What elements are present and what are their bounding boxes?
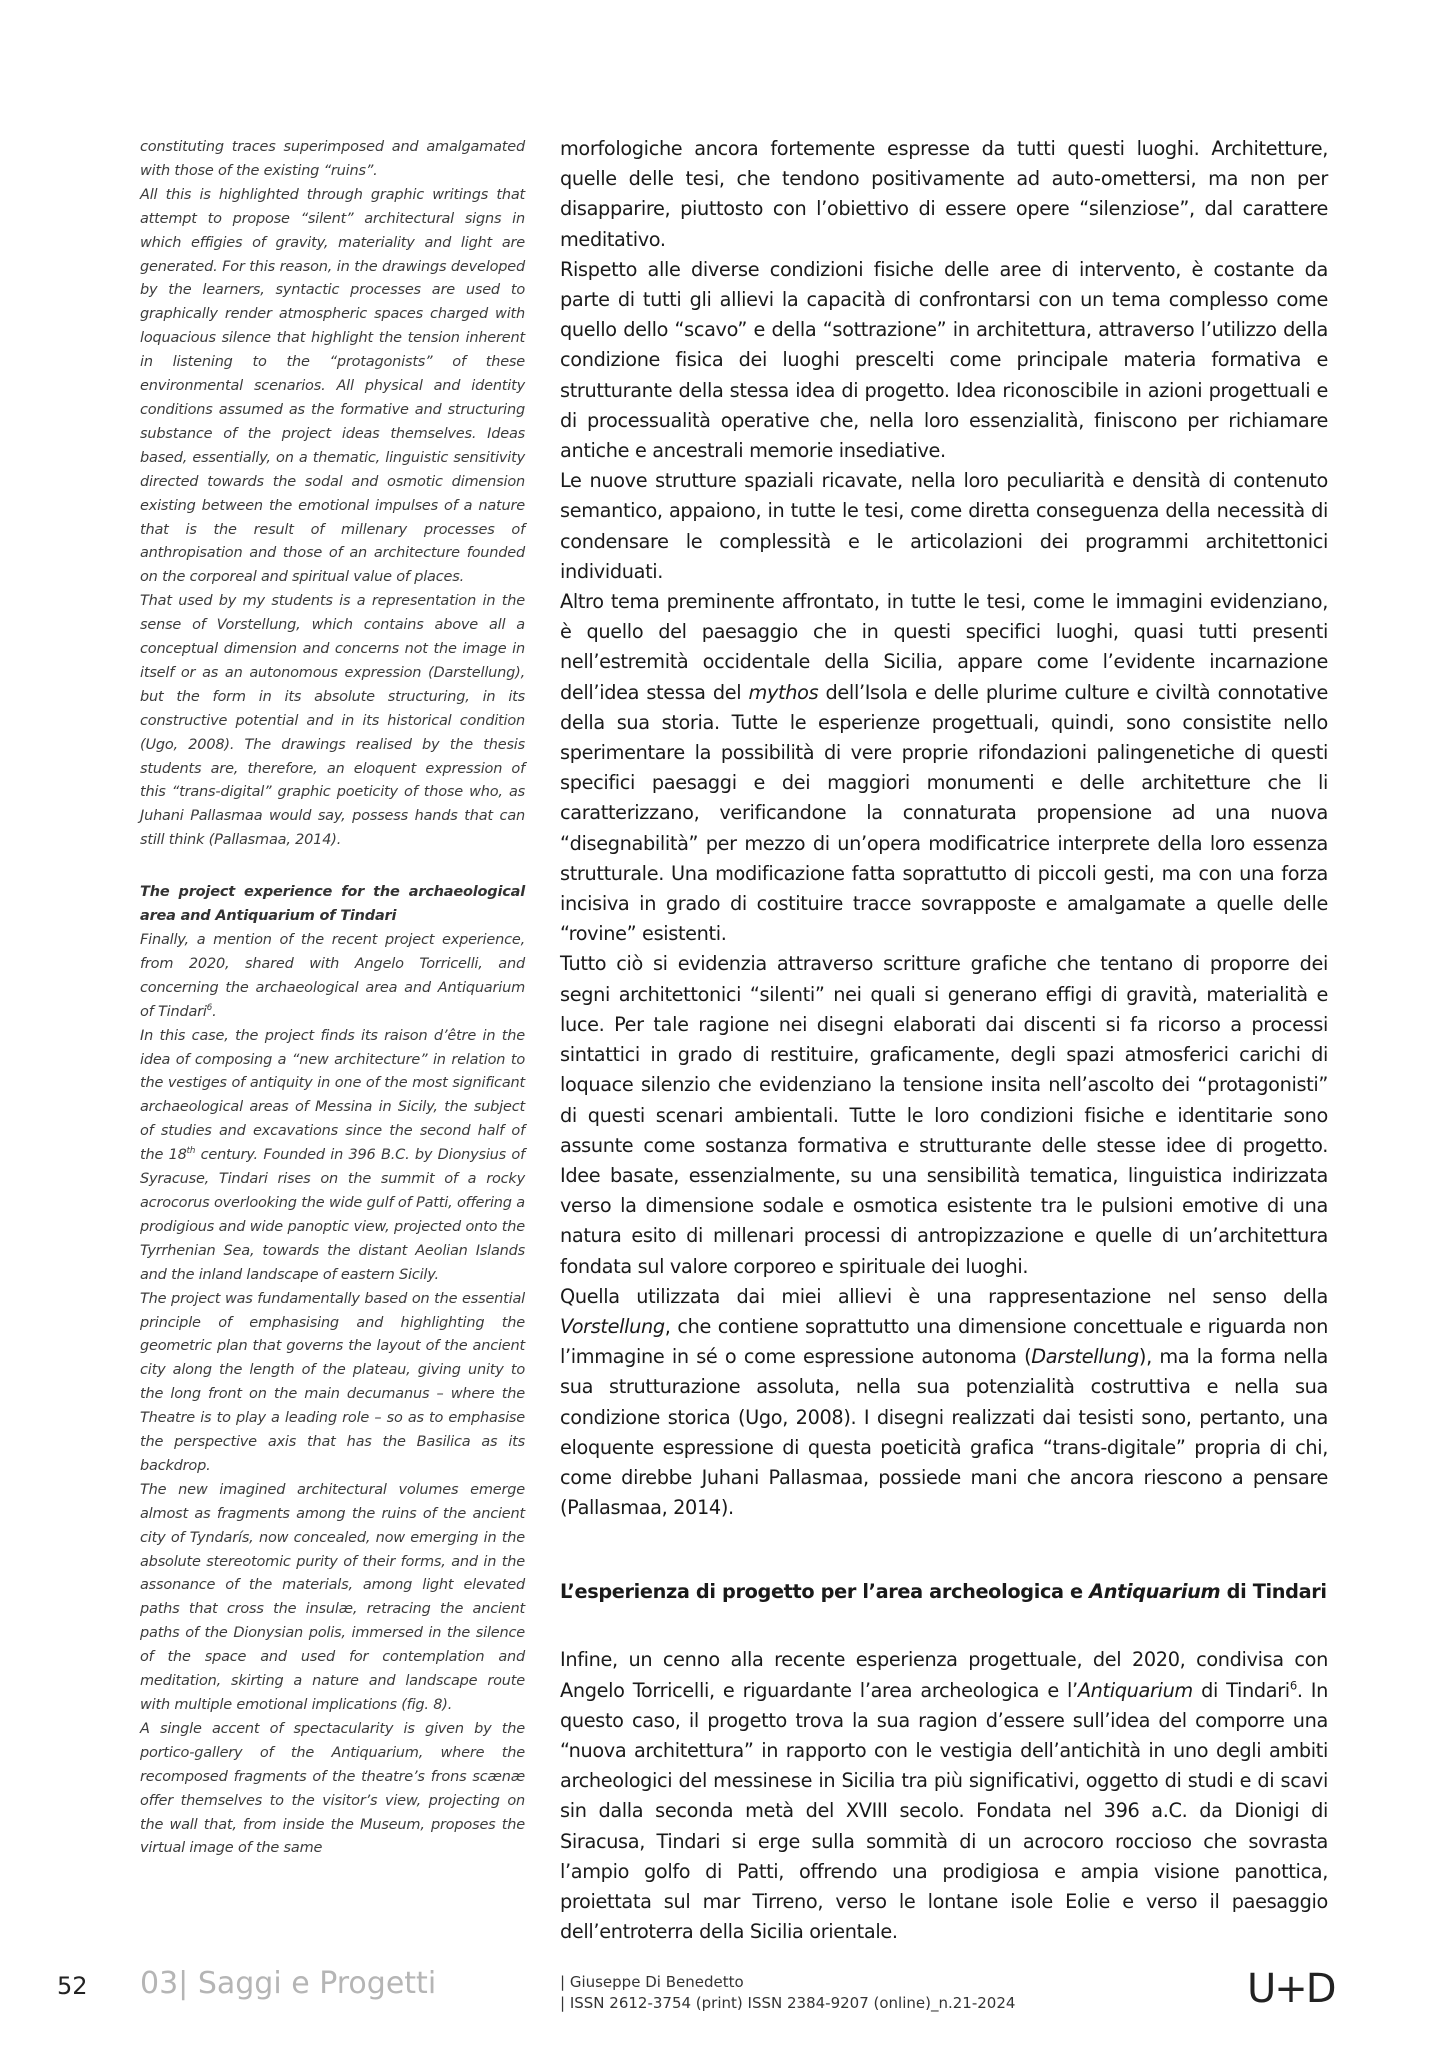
left-column bbox=[140, 136, 525, 1861]
body-text: , che contiene soprattutto una dimensione concettuale e riguarda non l’immagine in sé o come espressione autonoma ( bbox=[560, 1314, 1328, 1369]
ordinal-suffix: th bbox=[186, 1146, 196, 1157]
body-text: Infine, un cenno alla recente esperienza progettuale, del 2020, condivisa con Angelo Torricelli, e riguardante l’area archeologica e l’ bbox=[560, 1648, 1328, 1702]
left-paragraph bbox=[140, 929, 525, 1025]
body-paragraph bbox=[560, 1645, 1328, 1947]
body-paragraph: Le nuove strutture spaziali ricavate, nella loro peculiarità e densità di contenuto semantico, appaiono, in tutte le tesi, come diretta conseguenza della necessità di condensare le complessità e le articolazioni dei programmi architettonici individuati. bbox=[560, 469, 1328, 583]
left-paragraph: constituting traces superimposed and amalgamated with those of the existing “ruins”. bbox=[140, 139, 525, 179]
section-title: 03| Saggi e Progetti bbox=[140, 1966, 437, 2001]
footnote-ref: 6 bbox=[1289, 1678, 1297, 1693]
journal-logo: U+D bbox=[1247, 1966, 1335, 2012]
italic-term: Antiquarium bbox=[1077, 1678, 1193, 1702]
left-text: century. Founded in 396 B.C. by Dionysius of Syracuse, Tindari rises on the summit of a rocky acrocorus overlooking the wide gulf of Patti, offering a prodigious and wide panoptic view, projected onto the Tyrrhenian Sea, towards the distant Aeolian Islands and the inland landscape of eastern Sicily. bbox=[140, 1147, 526, 1283]
body-text: dell’Isola e delle plurime culture e civiltà connotative della sua storia. Tutte le esperienze progettuali, quindi, sono consistite nello sperimentare la possibilità di vere proprie rifondazioni palingenetiche di questi specifici paesaggi e dei maggiori monumenti e delle architetture che li caratterizzano, verificandone la connaturata propensione ad una nuova “disegnabilità” per mezzo di un’opera modificatrice interprete della loro essenza strutturale. Una modificazione fatta soprattutto di piccoli gesti, ma con una forza incisiva in grado di costituire tracce sovrapposte e amalgamate a quelle delle “rovine” esistenti. bbox=[560, 680, 1328, 946]
left-text: . bbox=[212, 1003, 217, 1020]
left-paragraph: That used by my students is a representation in the sense of Vorstellung, which contains above all a conceptual dimension and concerns not the image in itself or as an autonomous expression (Darstellung), but the form in its absolute structuring, in its constructive potential and in its historical condition (Ugo, 2008). The drawings realised by the thesis students are, therefore, an eloquent expression of this “trans-digital” graphic poeticity of those who, as Juhani Pallasmaa would say, possess hands that can still think (Pallasmaa, 2014). bbox=[140, 593, 525, 849]
left-text: Finally, a mention of the recent project experience, from 2020, shared with Angelo Torricelli, and concerning the archaeological area and Antiquarium of Tindari bbox=[140, 932, 525, 1020]
right-column bbox=[560, 134, 1328, 1947]
body-text: Quella utilizzata dai miei allievi è una rappresentazione nel senso della bbox=[560, 1284, 1328, 1308]
left-paragraph: The new imagined architectural volumes emerge almost as fragments among the ruins of the ancient city of Tyndarís, now concealed, now emerging in the absolute stereotomic purity of their forms, and in the assonance of the materials, among light elevated paths that cross the insulæ, retracing the ancient paths of the Dionysian polis, immersed in the silence of the space and used for contemplation and meditation, skirting a nature and landscape route with multiple emotional implications (fig. 8). bbox=[140, 1481, 525, 1713]
footer-author: | Giuseppe Di Benedetto bbox=[560, 1973, 744, 1991]
left-section-heading: The project experience for the archaeological area and Antiquarium of Tindari bbox=[140, 884, 525, 925]
italic-term: mythos bbox=[748, 680, 819, 704]
italic-term: Vorstellung bbox=[560, 1314, 665, 1338]
heading-text: L’esperienza di progetto per l’area archeologica e bbox=[560, 1580, 1090, 1604]
body-paragraph: Tutto ciò si evidenzia attraverso scritture grafiche che tentano di proporre dei segni architettonici “silenti” nei quali si generano effigi di gravità, materialità e luce. Per tale ragione nei disegni elaborati dai discenti si fa ricorso a processi sintattici in grado di restituire, graficamente, degli spazi atmosferici carichi di loquace silenzio che evidenziano la tensione insita nell’ascolto dei “protagonisti” di questi scenari ambientali. Tutte le loro condizioni fisiche e identitarie sono assunte come sostanza formativa e strutturante delle stesse idee di progetto. Idee basate, essenzialmente, su una sensibilità tematica, linguistica indirizzata verso la dimensione sodale e osmotica esistente tra le pulsioni emotive di una natura esito di millenari processi di antropizzazione e quelle di un’architettura fondata sul valore corporeo e spirituale dei luoghi. bbox=[560, 952, 1328, 1278]
page-number: 52 bbox=[57, 1972, 88, 2000]
body-text: . In questo caso, il progetto trova la sua ragion d’essere sull’idea del comporre una “nuova architettura” in rapporto con le vestigia dell’antichità in uno degli ambiti archeologici del messinese in Sicilia tra più significativi, oggetto di studi e di scavi sin dalla seconda metà del XVIII secolo. Fondata nel 396 a.C. da Dionigi di Siracusa, Tindari si erge sulla sommità di un acrocoro roccioso che sovrasta l’ampio golfo di Patti, offrendo una prodigiosa e ampia visione panottica, proiettata sul mar Tirreno, verso le lontane isole Eolie e verso il paesaggio dell’entroterra della Sicilia orientale. bbox=[560, 1678, 1329, 1944]
footer-meta bbox=[560, 1972, 1015, 2014]
left-paragraph bbox=[140, 1025, 525, 1288]
body-paragraph bbox=[560, 1282, 1328, 1524]
footer-issn: | ISSN 2612-3754 (print) ISSN 2384-9207 (online)_n.21-2024 bbox=[560, 1994, 1016, 2012]
footnote-ref: 6 bbox=[206, 1002, 213, 1013]
italic-term: Darstellung bbox=[1031, 1345, 1139, 1369]
left-paragraph: A single accent of spectacularity is given by the portico-gallery of the Antiquarium, where the recomposed fragments of the theatre’s frons scænæ offer themselves to the visitor’s view, projecting on the wall that, from inside the Museum, proposes the virtual image of the same bbox=[140, 1720, 525, 1857]
section-heading bbox=[560, 1577, 1328, 1607]
body-text: di Tindari bbox=[1192, 1678, 1290, 1702]
body-paragraph bbox=[560, 587, 1328, 949]
left-paragraph: The project was fundamentally based on the essential principle of emphasising and highlighting the geometric plan that governs the layout of the ancient city along the length of the plateau, giving unity to the long front on the main decumanus – where the Theatre is to play a leading role – so as to emphasise the perspective axis that has the Basilica as its backdrop. bbox=[140, 1290, 525, 1474]
heading-text: di Tindari bbox=[1220, 1580, 1327, 1604]
heading-italic: Antiquarium bbox=[1089, 1580, 1221, 1604]
body-text: Altro tema preminente affrontato, in tutte le tesi, come le immagini evidenziano, è quello del paesaggio che in questi specifici luoghi, quasi tutti presenti nell’estremità occidentale della Sicilia, appare come l’evidente incarnazione dell’idea stessa del bbox=[560, 590, 1328, 704]
body-paragraph: Rispetto alle diverse condizioni fisiche delle aree di intervento, è costante da parte di tutti gli allievi la capacità di confrontarsi con un tema complesso come quello dello “scavo” e della “sottrazione” in architettura, attraverso l’utilizzo della condizione fisica dei luoghi prescelti come principale materia formativa e strutturante della stessa idea di progetto. Idea riconoscibile in azioni progettuali e di processualità operative che, nella loro essenzialità, finiscono per richiamare antiche e ancestrali memorie insediative. bbox=[560, 257, 1328, 463]
left-text: In this case, the project finds its raison d’être in the idea of composing a “new architecture” in relation to the vestiges of antiquity in one of the most significant archaeological areas of Messina in Sicily, the subject of studies and excavations since the second half of the 18 bbox=[140, 1027, 525, 1164]
body-text: ), ma la forma nella sua strutturazione assoluta, nella sua potenzialità costruttiva e nella sua condizione storica (Ugo, 2008). I disegni realizzati dai tesisti sono, pertanto, una eloquente espressione di questa poeticità grafica “trans-digitale” propria di chi, come direbbe Juhani Pallasmaa, possiede mani che ancora riescono a pensare (Pallasmaa, 2014). bbox=[560, 1345, 1328, 1520]
body-paragraph: morfologiche ancora fortemente espresse da tutti questi luoghi. Architetture, quelle delle tesi, che tendono positivamente ad auto-omettersi, ma non per disapparire, piuttosto con l’obiettivo di essere opere “silenziose”, dal carattere meditativo. bbox=[560, 137, 1328, 251]
left-paragraph: All this is highlighted through graphic writings that attempt to propose “silent” architectural signs in which effigies of gravity, materiality and light are generated. For this reason, in the drawings developed by the learners, syntactic processes are used to graphically render atmospheric spaces charged with loquacious silence that highlight the tension inherent in listening to the “protagonists” of these environmental scenarios. All physical and identity conditions assumed as the formative and structuring substance of the project ideas themselves. Ideas based, essentially, on a thematic, linguistic sensitivity directed towards the sodal and osmotic dimension existing between the emotional impulses of a nature that is the result of millenary processes of anthropisation and those of an architecture founded on the corporeal and spiritual value of places. bbox=[140, 186, 525, 586]
